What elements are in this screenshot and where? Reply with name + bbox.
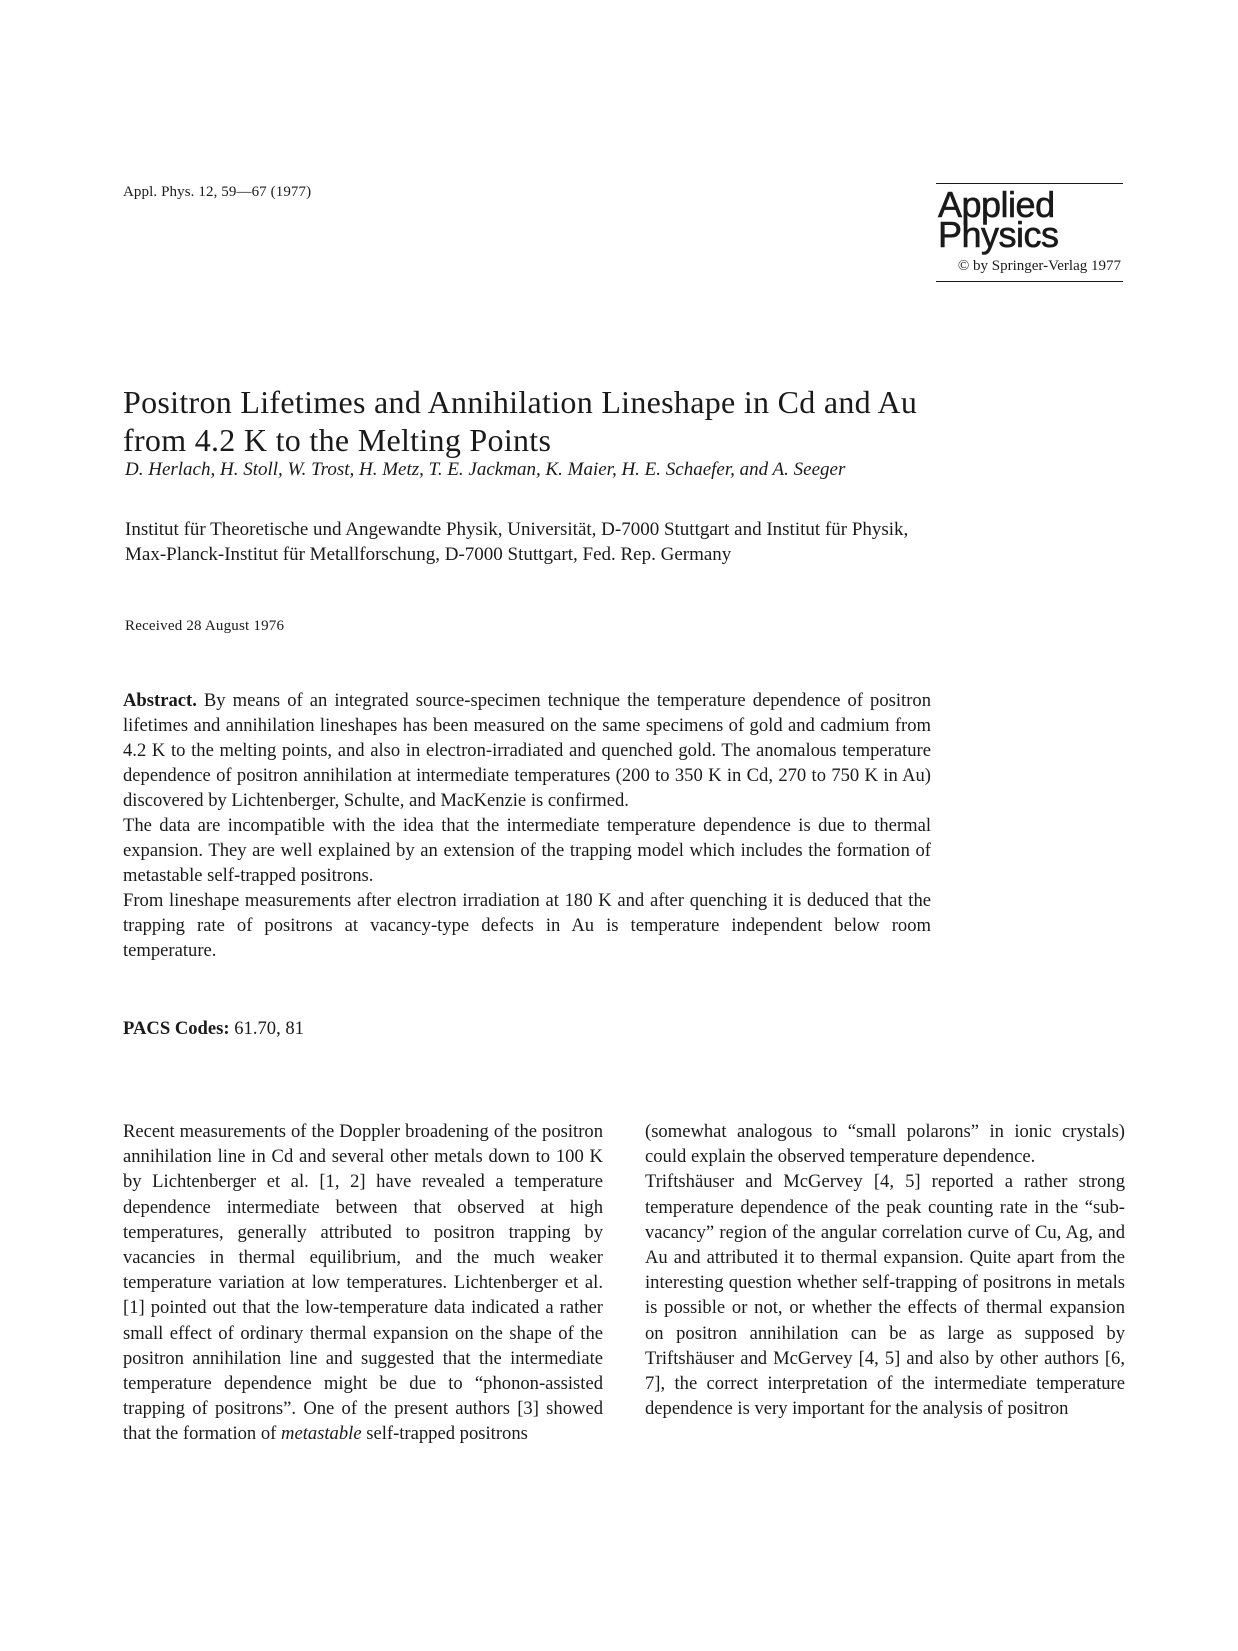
author-list: D. Herlach, H. Stoll, W. Trost, H. Metz, T. E. Jackman, K. Maier, H. E. Schaefer, and A. Seeger [125,459,846,480]
body-text: Recent measurements of the Doppler broadening of the positron annihilation line in Cd and several other metals down to 100 K by Lichtenberger et al. [1, 2] have revealed a temperature dependence intermediate between that observed at high temperatures, generally attributed to positron trapping by vacancies in thermal equilibrium, and the much weaker temperature variation at low temperatures. Lichtenberger et al. [1] pointed out that the low-temperature data indicated a rather small effect of ordinary thermal expansion on the shape of the positron annihilation line and suggested that the intermediate temperature dependence might be due to “phonon-assisted trapping of positrons”. One of the present authors [3] showed that the formation of [123,1121,603,1445]
pacs-label: PACS Codes: [123,1018,230,1039]
pacs-codes [123,1018,304,1040]
body-column-right [645,1119,1125,1421]
emphasized-term: metastable [281,1423,362,1445]
pacs-value: 61.70, 81 [234,1018,304,1039]
abstract-paragraph [123,688,931,813]
abstract-paragraph: The data are incompatible with the idea that the intermediate temperature dependence is due to thermal expansion. They are well explained by an extension of the trapping model which includes the formation of metastable self-trapped positrons. [123,815,931,886]
body-paragraph: (somewhat analogous to “small polarons” in ionic crystals) could explain the observed temperature dependence. [645,1121,1125,1168]
abstract-label: Abstract. [123,690,197,711]
journal-name: Applied Physics [938,184,1059,255]
abstract-text: By means of an integrated source-specimen technique the temperature dependence of positron lifetimes and annihilation lineshapes has been measured on the same specimens of gold and cadmium from 4.2 K to the melting points, and also in electron-irradiated and quenched gold. The anomalous temperature dependence of positron annihilation at intermediate temperatures (200 to 350 K in Cd, 270 to 750 K in Au) discovered by Lichtenberger, Schulte, and MacKenzie is confirmed. [123,690,931,811]
affiliation: Institut für Theoretische und Angewandte Physik, Universität, D-7000 Stuttgart and Institut für Physik, Max-Planck-Institut für Metallforschung, D-7000 Stuttgart, Fed. Rep. Germany [125,519,909,565]
abstract [123,688,931,963]
received-date: Received 28 August 1976 [125,618,285,634]
journal-citation: Appl. Phys. 12, 59—67 (1977) [123,184,312,200]
journal-logo [936,183,1123,282]
body-column-left [123,1119,603,1447]
copyright-notice: © by Springer-Verlag 1977 [957,258,1121,274]
body-paragraph: Triftshäuser and McGervey [4, 5] reported a rather strong temperature dependence of the peak counting rate in the “sub-vacancy” region of the angular correlation curve of Cu, Ag, and Au and attributed it to thermal expansion. Quite apart from the interesting question whether self-trapping of positrons in metals is possible or not, or whether the effects of thermal expansion on positron annihilation can be as large as supposed by Triftshäuser and McGervey [4, 5] and also by other authors [6, 7], the correct interpretation of the intermediate temperature dependence is very important for the analysis of positron [645,1171,1125,1420]
body-paragraph [123,1119,603,1447]
abstract-paragraph: From lineshape measurements after electron irradiation at 180 K and after quenching it is deduced that the trapping rate of positrons at vacancy-type defects in Au is temperature independent below room temperature. [123,890,931,961]
paper-title: Positron Lifetimes and Annihilation Lineshape in Cd and Au from 4.2 K to the Melting Points [123,384,918,459]
body-text: self-trapped positrons [361,1423,528,1445]
